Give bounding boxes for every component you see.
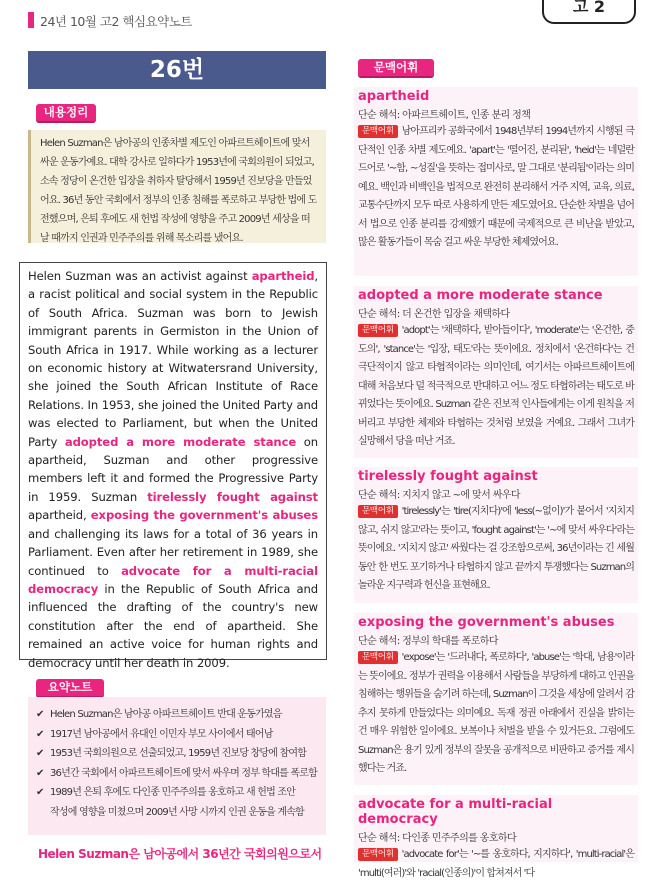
note-text: 1953년 국회의원으로 선출되었고, 1959년 진보당 창당에 참여함 <box>50 748 307 759</box>
vocab-gloss: 단순 해석: 더 온건한 입장을 채택하다 <box>358 309 510 320</box>
note-text: 36년간 국회에서 아파르트헤이트에 맞서 싸우며 정부 학대를 폭로함 <box>50 767 317 779</box>
check-icon: ✔ <box>36 748 44 759</box>
passage-box <box>19 262 327 670</box>
passage-text: and challenging its laws for a total of 36 years in Parliament. Even after her retirement in 1989, she continued to <box>28 526 318 578</box>
vocab-expl-text: 'advocate for'는 '~를 옹호하다, 지지하다', 'multi-racial'은 'multi(여러)'와 'racial(인종의)'이 합쳐져서 '다 <box>358 849 634 879</box>
vocab-explanation <box>354 121 638 257</box>
question-number: 26번 <box>28 51 326 89</box>
highlight-apartheid: apartheid <box>251 269 315 283</box>
vocab-expl-text: 남아프리카 공화국에서 1948년부터 1994년까지 시행된 극단적인 인종 차별 제도예요. 'apart'는 '떨어진, 분리된', 'heid'는 네덜란드어로 '~함, ~성질'을 뜻하는 접미사로, 말 그대로 '분리됨'이라는 의미예요. 백인과 비백인을 법적으로 완전히 분리해서 거주 지역, 교육, 의료, 교통수단까지 모두 따로 사용하게 만든 제도였어요. 단순한 차별을 넘어서 법으로 인종 분리를 강제했기 때문에 국제적으로 큰 비난을 받았고, 많은 활동가들이 목숨 걸고 싸운 부당한 체제였어요. <box>358 126 634 248</box>
vocab-explanation <box>354 501 638 600</box>
vocab-term: apartheid <box>358 89 430 104</box>
summary-text: Helen Suzman은 남아공의 인종차별 제도인 아파르트헤이트에 맞서 싸운 운동가예요. 대학 강사로 일하다가 1953년에 국회의원이 되었고, 소속 정당이 온건한 입장을 취하자 탈당해서 1959년 진보당을 만들었어요. 36년 동안 국회에서 정부의 인종 침해를 폭로하고 부당한 법에 도전했으며, 은퇴 후에도 새 헌법 작성에 영향을 주고 2009년 세상을 떠날 때까지 인권과 민주주의를 위해 목소리를 냈어요. <box>40 138 317 244</box>
check-icon: ✔ <box>36 767 44 779</box>
vocab-term: exposing the government's abuses <box>358 615 615 630</box>
note-item <box>36 783 318 803</box>
passage-text: on apartheid, Suzman and other progressive members left it and formed the Progressive Party in 1959. Suzman <box>28 434 318 504</box>
vocab-explanation <box>354 647 638 783</box>
vocab-explanation <box>354 320 638 456</box>
passage-text: apartheid, <box>28 508 91 523</box>
context-tag: 문맥어휘 <box>358 848 398 861</box>
vocab-term: advocate for a multi-racial democracy <box>358 797 553 827</box>
header-accent-bar <box>28 12 34 28</box>
vocab-term: adopted a more moderate stance <box>358 288 603 303</box>
notes-bottom-line: Helen Suzman은 남아공에서 36년간 국회의원으로서 <box>38 847 322 861</box>
highlight-exposing-abuses: exposing the government's abuses <box>90 508 318 523</box>
header-label: 24년 10월 고2 핵심요약노트 <box>40 14 192 29</box>
passage-text: Helen Suzman was an activist against <box>28 269 252 283</box>
note-item <box>36 744 318 764</box>
context-tag: 문맥어휘 <box>358 651 398 664</box>
context-tag: 문맥어휘 <box>358 505 398 518</box>
check-icon: ✔ <box>36 709 44 720</box>
check-icon: ✔ <box>36 728 44 740</box>
vocab-entry-advocate-democracy <box>354 795 638 879</box>
passage-text: in the Republic of South Africa and influenced the drafting of the country's new constitution after the end of apartheid. She remained an active voice for human rights and democracy until her death in 2009. <box>28 581 318 670</box>
context-tag: 문맥어휘 <box>358 125 398 138</box>
note-continuation: 작성에 영향을 미쳤으며 2009년 사망 시까지 인권 운동을 계속함 <box>50 806 304 818</box>
vocab-tag: 문맥어휘 <box>358 59 434 78</box>
vocab-gloss: 단순 해석: 다인종 민주주의를 옹호하다 <box>358 833 517 844</box>
note-item <box>36 705 318 725</box>
note-text: Helen Suzman은 남아공 아파르트헤이트 반대 운동가였음 <box>50 709 282 720</box>
note-item <box>36 764 318 784</box>
note-text: 1989년 은퇴 후에도 다인종 민주주의를 옹호하고 새 헌법 조안 <box>50 787 296 798</box>
vocab-expl-text: 'adopt'는 '채택하다, 받아들이다', 'moderate'는 '온건한, 중도의', 'stance'는 '입장, 태도'라는 뜻이에요. 정치에서 '온건하다'는 건 극단적이지 않고 타협적이라는 의미인데, 여기서는 아파르트헤이트에 대해 처음보다 덜 적극적으로 반대하고 어느 정도 타협하려는 태도로 바뀌었다는 뜻이에요. Suzman 같은 진보적 인사들에게는 이게 원칙을 저버리고 부당한 체제와 타협하는 것처럼 보였을 거예요. 그래서 그녀가 실망해서 당을 떠난 거죠. <box>358 325 634 447</box>
summary-box <box>28 130 326 243</box>
passage-text: , a racist political and social system in the Republic of South Africa. Suzman was born to Jewish immigrant parents in Germiston in the Union of South Africa in 1917. While working as a lecturer on economic history at Witwatersrand University, she joined the South African Institute of Race Relations. In 1953, she joined the United Party and was elected to Parliament, but when the United Party <box>28 269 318 449</box>
vocab-expl-text: 'tirelessly'는 'tire(지치다)'에 'less(~없이)'가 붙어서 '지치지 않고, 쉬지 않고'라는 뜻이고, 'fought against'는 '~에 맞서 싸우다'라는 뜻이에요. '지치지 않고' 싸웠다는 걸 강조함으로써, 36년이라는 긴 세월 동안 한 번도 포기하거나 타협하지 않고 끝까지 투쟁했다는 Suzman의 놀라운 지구력과 헌신을 표현해요. <box>358 506 634 591</box>
notes-tag: 요약노트 <box>36 679 104 698</box>
highlight-tirelessly-fought: tirelessly fought against <box>147 489 318 504</box>
vocab-gloss: 단순 해석: 아파르트헤이트, 인종 분리 정책 <box>358 110 531 121</box>
vocab-expl-text: 'expose'는 '드러내다, 폭로하다', 'abuse'는 '학대, 남용'이라는 뜻이에요. 정부가 권력을 이용해서 사람들을 부당하게 대하고 인권을 침해하는 행위들을 숨기려 하는데, Suzman이 그것을 세상에 알려서 감추지 못하게 만들었다는 의미예요. 독재 정권 아래에서 진실을 밝히는 건 매우 위험한 일이에요. 보복이나 처벌을 받을 수 있거든요. 그럼에도 Suzman은 용기 있게 정부의 잘못을 공개적으로 비판하고 증거를 제시했다는 거죠. <box>358 652 634 774</box>
notes-box <box>28 697 326 835</box>
note-item <box>36 725 318 745</box>
vocab-gloss: 단순 해석: 지치지 않고 ~에 맞서 싸우다 <box>358 490 520 501</box>
check-icon: ✔ <box>36 787 44 798</box>
vocab-entry-apartheid <box>354 87 638 276</box>
vocab-entry-tirelessly-fought <box>354 467 638 603</box>
highlight-moderate-stance: adopted a more moderate stance <box>64 434 297 449</box>
highlight-advocate-democracy: advocate for a multi-racial democracy <box>28 563 318 596</box>
summary-tag: 내용정리 <box>36 104 96 123</box>
vocab-term: tirelessly fought against <box>358 469 538 484</box>
grade-badge: 고 2 <box>542 0 636 24</box>
vocab-gloss: 단순 해석: 정부의 학대를 폭로하다 <box>358 636 498 647</box>
context-tag: 문맥어휘 <box>358 324 398 337</box>
note-text: 1917년 남아공에서 유대인 이민자 부모 사이에서 태어남 <box>50 728 273 740</box>
vocab-explanation <box>354 844 638 887</box>
vocab-entry-moderate-stance <box>354 286 638 458</box>
vocab-entry-exposing-abuses <box>354 613 638 785</box>
